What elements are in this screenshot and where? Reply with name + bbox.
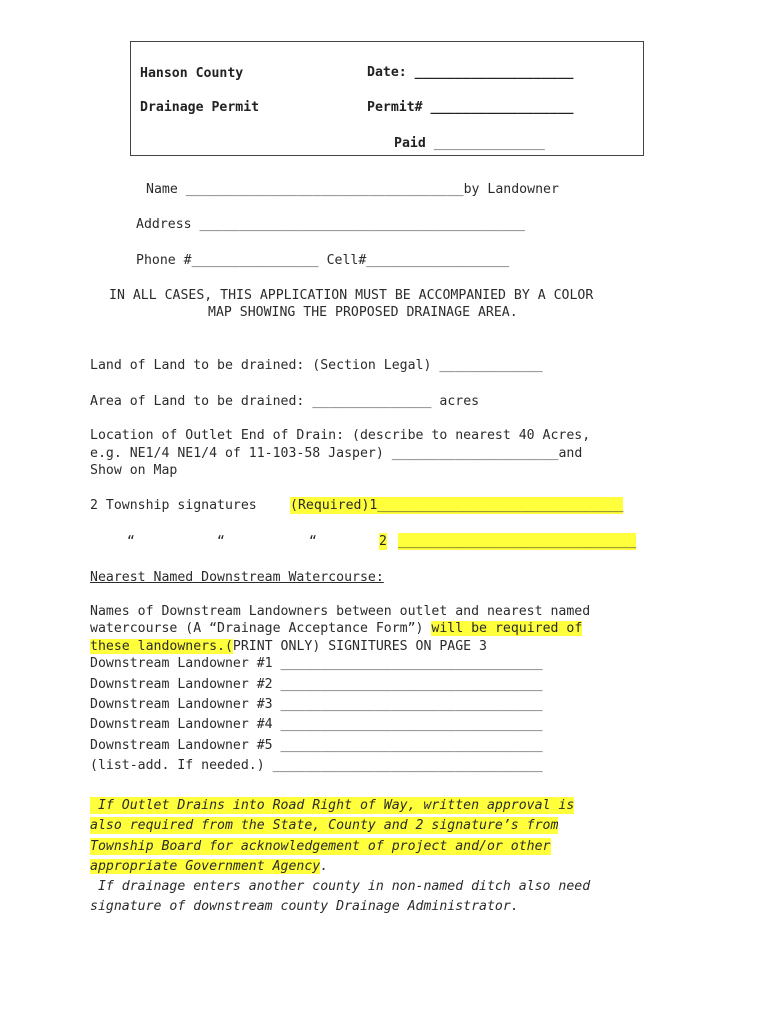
road-approval-line-2: also required from the State, County and 2 signature’s from: [90, 818, 559, 833]
ditto-mark-1: “: [127, 534, 135, 549]
required-highlight: will be required of: [431, 621, 583, 636]
downstream-names-line-2: [90, 620, 582, 637]
area-unit: acres: [439, 394, 480, 409]
downstream-landowner-4[interactable]: Downstream Landowner #4 _________________________________: [90, 717, 543, 732]
area-field[interactable]: [90, 393, 479, 410]
address-line: _________________________________________: [199, 217, 526, 232]
township-signatures-label: 2 Township signatures: [90, 498, 257, 513]
area-label: Area of Land to be drained:: [90, 394, 305, 409]
phone-label: Phone #: [136, 253, 192, 268]
permit-number-line: __________________: [430, 100, 574, 115]
section-legal-field[interactable]: [90, 357, 543, 374]
downstream-landowner-additional[interactable]: (list-add. If needed.) __________________________________: [90, 758, 543, 773]
outlet-and: and: [558, 446, 583, 461]
downstream-names-line-3: [90, 638, 487, 655]
by-landowner-label: by Landowner: [463, 182, 559, 197]
area-line: _______________: [312, 394, 432, 409]
date-label: Date:: [367, 65, 407, 80]
paid-line: ______________: [433, 136, 545, 151]
acceptance-form-text: watercourse (A “Drainage Acceptance Form”): [90, 621, 424, 636]
downstream-landowner-2[interactable]: Downstream Landowner #2 _________________________________: [90, 677, 543, 692]
other-county-line-1: If drainage enters another county in non-named ditch also need: [90, 879, 591, 894]
ditto-mark-2: “: [217, 534, 225, 549]
address-label: Address: [136, 217, 192, 232]
phone-field[interactable]: [136, 252, 509, 269]
other-county-line-2: signature of downstream county Drainage Administrator.: [90, 899, 519, 914]
road-approval-line-4: [90, 858, 328, 875]
name-label: Name: [146, 182, 178, 197]
name-field[interactable]: [146, 181, 559, 198]
permit-title: Drainage Permit: [140, 100, 260, 115]
downstream-landowner-5[interactable]: Downstream Landowner #5 _________________________________: [90, 738, 543, 753]
ditto-mark-3: “: [309, 534, 317, 549]
government-agency-highlight: appropriate Government Agency: [90, 859, 321, 874]
section-legal-line: _____________: [439, 358, 543, 373]
paid-field[interactable]: [394, 135, 545, 152]
downstream-landowner-3[interactable]: Downstream Landowner #3 _________________________________: [90, 697, 543, 712]
notice-line-2: MAP SHOWING THE PROPOSED DRAINAGE AREA.: [208, 305, 518, 320]
permit-number-field[interactable]: [367, 99, 573, 116]
name-line: ___________________________________: [185, 182, 464, 197]
township-signature-2-number: 2: [379, 534, 387, 549]
cell-line: __________________: [366, 253, 510, 268]
date-field[interactable]: [367, 64, 573, 81]
outlet-example: e.g. NE1/4 NE1/4 of 11-103-58 Jasper): [90, 446, 384, 461]
road-approval-period: .: [320, 859, 329, 874]
road-approval-line-1: If Outlet Drains into Road Right of Way, written approval is: [90, 798, 575, 813]
notice-line-1: IN ALL CASES, THIS APPLICATION MUST BE ACCOMPANIED BY A COLOR: [109, 288, 594, 303]
outlet-location-line-3: Show on Map: [90, 463, 178, 478]
landowners-highlight: these landowners.(: [90, 639, 233, 654]
township-signature-2[interactable]: ______________________________: [398, 534, 637, 549]
outlet-line: _____________________: [391, 446, 559, 461]
paid-label: Paid: [394, 136, 426, 151]
county-title: Hanson County: [140, 66, 244, 81]
outlet-location-line-2[interactable]: [90, 445, 582, 462]
outlet-location-line-1: Location of Outlet End of Drain: (describe to nearest 40 Acres,: [90, 428, 591, 443]
downstream-landowner-1[interactable]: Downstream Landowner #1 _________________________________: [90, 656, 543, 671]
road-approval-line-3: Township Board for acknowledgement of project and/or other: [90, 839, 551, 854]
print-only-note: PRINT ONLY) SIGNITURES ON PAGE 3: [232, 639, 487, 654]
permit-number-label: Permit#: [367, 100, 423, 115]
downstream-names-line-1: Names of Downstream Landowners between outlet and nearest named: [90, 604, 591, 619]
watercourse-heading: Nearest Named Downstream Watercourse:: [90, 570, 384, 585]
township-signature-1[interactable]: (Required)1_______________________________: [290, 498, 624, 513]
cell-label: Cell#: [326, 253, 367, 268]
phone-line: ________________: [191, 253, 319, 268]
date-line: ____________________: [414, 65, 574, 80]
address-field[interactable]: [136, 216, 525, 233]
section-legal-label: Land of Land to be drained: (Section Legal): [90, 358, 432, 373]
